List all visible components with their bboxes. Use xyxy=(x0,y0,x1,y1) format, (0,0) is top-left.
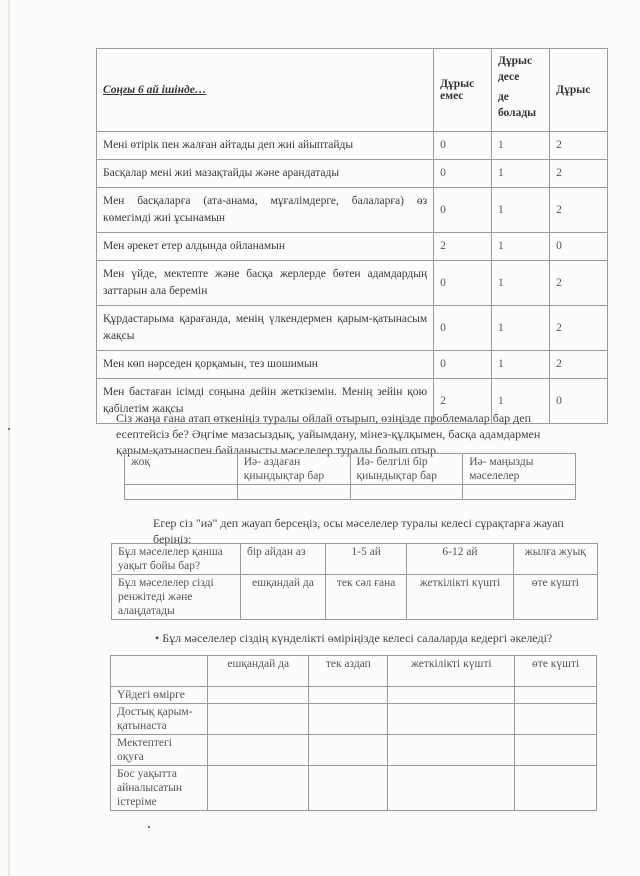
table-row xyxy=(97,306,608,351)
answer-cell[interactable] xyxy=(463,485,576,500)
column-header: өте күшті xyxy=(515,656,597,687)
column-header: тек аздап xyxy=(309,656,388,687)
answer-cell[interactable] xyxy=(237,485,350,500)
question-text: Мен көп нәрседен қорқамын, тез шошимын xyxy=(97,351,434,379)
somewhat-true-header: Дұрыс десе де болады xyxy=(491,49,549,132)
row-label: Достық қарым-қатынаста xyxy=(111,704,208,735)
score-cell[interactable]: 0 xyxy=(434,306,492,351)
score-cell[interactable]: 0 xyxy=(550,379,608,424)
answer-cell[interactable] xyxy=(208,766,309,811)
question-text: Басқалар мені жиі мазақтайды және арандатады xyxy=(97,160,434,188)
impact-question: • Бұл мәселелер сіздің күнделікті өміріңізде келесі салаларда кедергі әкеледі? xyxy=(155,631,553,645)
score-cell[interactable]: 0 xyxy=(434,188,492,233)
question-text: Мен әрекет етер алдында ойланамын xyxy=(97,233,434,261)
score-cell[interactable]: 2 xyxy=(550,132,608,160)
option-severe: Иә- маңызды мәселелер xyxy=(463,454,576,485)
impact-header-row xyxy=(111,656,597,687)
answer-cell[interactable] xyxy=(208,704,309,735)
answer-cell[interactable] xyxy=(208,735,309,766)
questionnaire-table xyxy=(96,48,608,424)
answer-cell[interactable] xyxy=(388,687,515,704)
answer-cell[interactable] xyxy=(350,485,463,500)
score-cell[interactable]: 1 xyxy=(491,132,549,160)
answer-cell[interactable] xyxy=(515,735,597,766)
scan-speck xyxy=(8,428,10,430)
score-cell[interactable]: 1 xyxy=(491,261,549,306)
answer-cell[interactable] xyxy=(515,704,597,735)
option-cell[interactable]: жеткілікті күшті xyxy=(407,575,513,620)
empty-header xyxy=(111,656,208,687)
answer-cell[interactable] xyxy=(388,735,515,766)
question-text: Мен бастаған ісімді соңына дейін жеткіземін. Менің зейін қою қабілетім жақсы xyxy=(97,379,434,424)
answer-row xyxy=(125,485,576,500)
option-cell[interactable]: ешқандай да xyxy=(241,575,326,620)
problems-question: Сіз жаңа ғана атап өткеніңіз туралы ойлай отырып, өзіңізде проблемалар бар деп есептейсіз бе? Әңгіме мазасыздық, уайымдану, мінез-құлқымен, басқа адамдармен қарым-қатынаспен байланысты мәселелер туралы болып отыр. xyxy=(116,411,541,457)
table-row xyxy=(97,188,608,233)
followup-instruction: Егер сіз "иә" деп жауап берсеңіз, осы мәселелер туралы келесі сұрақтарға жауап беріңіз: xyxy=(153,516,564,546)
answer-cell[interactable] xyxy=(309,766,388,811)
question-text: Құрдастарыма қарағанда, менің үлкендермен қарым-қатынасым жақсы xyxy=(97,306,434,351)
question-text: Мен басқаларға (ата-анама, мұғалімдерге, балаларға) өз көмегімді жиі ұсынамын xyxy=(97,188,434,233)
answer-cell[interactable] xyxy=(208,687,309,704)
answer-cell[interactable] xyxy=(515,687,597,704)
score-cell[interactable]: 2 xyxy=(434,233,492,261)
question-text: Мені өтірік пен жалған айтады деп жиі айыптайды xyxy=(97,132,434,160)
row-label: Мектептегі оқуға xyxy=(111,735,208,766)
duration-label: Бұл мәселелер қанша уақыт бойы бар? xyxy=(112,544,241,575)
option-definite: Иә- белгілі бір қиындықтар бар xyxy=(350,454,463,485)
table-row xyxy=(97,160,608,188)
answer-cell[interactable] xyxy=(388,704,515,735)
row-label: Үйдегі өмірге xyxy=(111,687,208,704)
score-cell[interactable]: 2 xyxy=(550,160,608,188)
score-cell[interactable]: 2 xyxy=(550,188,608,233)
score-cell[interactable]: 2 xyxy=(434,379,492,424)
answer-cell[interactable] xyxy=(309,704,388,735)
score-cell[interactable]: 0 xyxy=(434,132,492,160)
distress-label: Бұл мәселелер сізді ренжітеді және алаңдатады xyxy=(112,575,241,620)
option-cell[interactable]: 6-12 ай xyxy=(407,544,513,575)
option-no: жоқ xyxy=(125,454,238,485)
answer-cell[interactable] xyxy=(125,485,238,500)
option-cell[interactable]: 1-5 ай xyxy=(325,544,406,575)
score-cell[interactable]: 1 xyxy=(491,160,549,188)
table-row xyxy=(97,261,608,306)
option-cell[interactable]: бір айдан аз xyxy=(241,544,326,575)
questionnaire-header-row xyxy=(97,49,608,132)
scan-edge xyxy=(8,0,10,876)
period-header: Соңғы 6 ай ішінде… xyxy=(97,49,434,132)
impact-table xyxy=(110,655,597,811)
score-cell[interactable]: 2 xyxy=(550,351,608,379)
distress-row xyxy=(112,575,598,620)
duration-row xyxy=(112,544,598,575)
duration-distress-table xyxy=(111,543,598,620)
row-label: Бос уақытта айналысатын істеріме xyxy=(111,766,208,811)
option-cell[interactable]: жылға жуық xyxy=(513,544,597,575)
score-cell[interactable]: 1 xyxy=(491,188,549,233)
column-header: жеткілікті күшті xyxy=(388,656,515,687)
options-row xyxy=(125,454,576,485)
problems-severity-table xyxy=(124,453,576,500)
option-cell[interactable]: өте күшті xyxy=(513,575,597,620)
table-row xyxy=(111,704,597,735)
not-true-header: Дұрыс емес xyxy=(434,49,492,132)
question-text: Мен үйде, мектепте және басқа жерлерде бөтен адамдардың заттарын ала беремін xyxy=(97,261,434,306)
score-cell[interactable]: 1 xyxy=(491,306,549,351)
score-cell[interactable]: 2 xyxy=(550,261,608,306)
score-cell[interactable]: 0 xyxy=(550,233,608,261)
score-cell[interactable]: 0 xyxy=(434,160,492,188)
table-row xyxy=(111,735,597,766)
score-cell[interactable]: 0 xyxy=(434,261,492,306)
option-minor: Иә- аздаған қиындықтар бар xyxy=(237,454,350,485)
score-cell[interactable]: 1 xyxy=(491,351,549,379)
column-header: ешқандай да xyxy=(208,656,309,687)
score-cell[interactable]: 2 xyxy=(550,306,608,351)
table-row xyxy=(111,687,597,704)
score-cell[interactable]: 1 xyxy=(491,379,549,424)
answer-cell[interactable] xyxy=(309,735,388,766)
true-header: Дұрыс xyxy=(550,49,608,132)
table-row xyxy=(97,132,608,160)
score-cell[interactable]: 1 xyxy=(491,233,549,261)
table-row xyxy=(97,233,608,261)
scan-speck xyxy=(148,826,150,828)
table-row xyxy=(97,351,608,379)
score-cell[interactable]: 0 xyxy=(434,351,492,379)
option-cell[interactable]: тек сәл ғана xyxy=(325,575,406,620)
answer-cell[interactable] xyxy=(309,687,388,704)
table-row xyxy=(111,766,597,811)
answer-cell[interactable] xyxy=(388,766,515,811)
answer-cell[interactable] xyxy=(515,766,597,811)
